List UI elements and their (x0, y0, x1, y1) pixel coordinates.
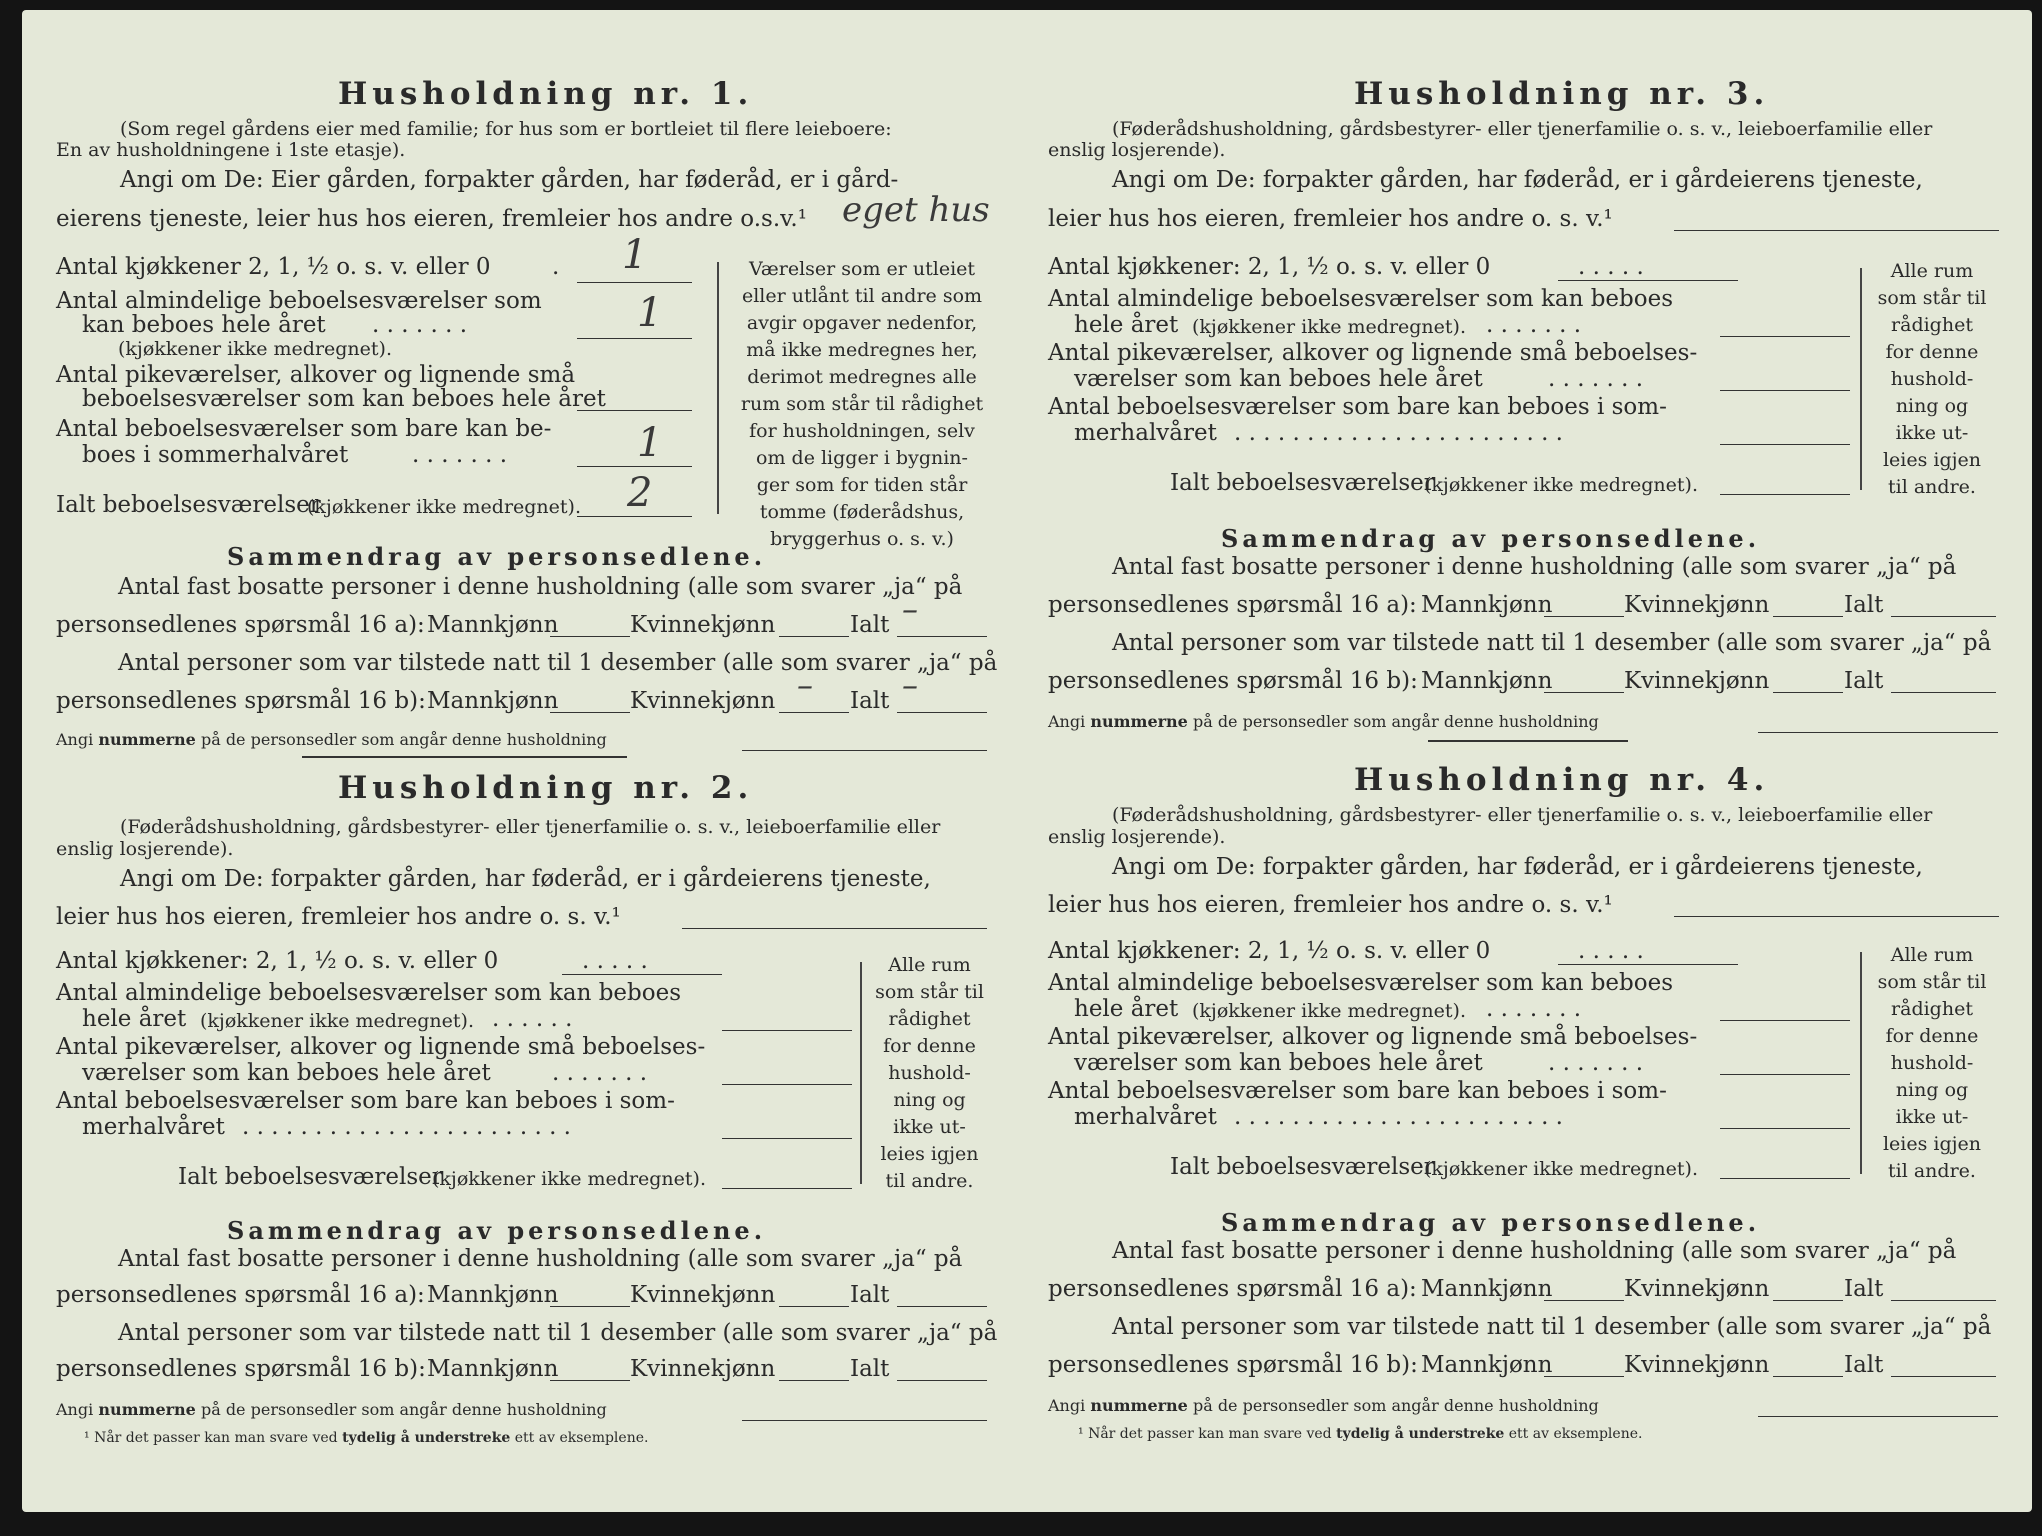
answer-line (897, 1380, 987, 1381)
footnote: ¹ Når det passer kan man svare ved tydelig å understreke ett av eksemplene. (1078, 1426, 1643, 1442)
total-label: Ialt (850, 688, 890, 714)
summer-rooms-label: Antal beboelsesværelser som bare kan beboes i som- (1048, 394, 1667, 420)
kitchens-label: Antal kjøkkener: 2, 1, ½ o. s. v. eller 0 (1048, 254, 1491, 280)
small-rooms-label: Antal pikeværelser, alkover og lignende små beboelses- (1048, 340, 1698, 366)
household-2-note: enslig losjerende). (56, 838, 234, 860)
answer-line (779, 712, 849, 713)
small-rooms-label: Antal pikeværelser, alkover og lignende små (56, 362, 576, 388)
dot-leader: . . . . . (1578, 938, 1644, 964)
person-numbers-line: Angi nummerne på de personsedler som angår denne husholdning (1048, 1396, 1599, 1415)
answer-line (550, 1380, 630, 1381)
answer-line (1674, 230, 1999, 231)
answer-line (550, 1306, 630, 1307)
dot-leader: . . . . . . . . . . . . . . . . . . . . . . . (1234, 420, 1563, 446)
answer-line (1558, 964, 1738, 965)
kitchens-label: Antal kjøkkener: 2, 1, ½ o. s. v. eller 0 (56, 948, 499, 974)
male-label: Mannkjønn (1421, 668, 1553, 694)
answer-line (1758, 732, 1998, 733)
summary-line: Antal fast bosatte personer i denne husholdning (alle som svarer „ja“ på (1112, 1238, 1957, 1264)
household-4-side-note: Alle rum som står til rådighet for denne hushold- ning og ikke ut- leies igjen til andre. (1877, 944, 1987, 1182)
answer-line (1720, 1128, 1850, 1129)
small-rooms-label: værelser som kan beboes hele året (82, 1060, 491, 1086)
answer-line (722, 1138, 852, 1139)
dot-leader: . . . . . . (492, 1006, 573, 1032)
summary-title: Sammendrag av personsedlene. (227, 1216, 767, 1245)
summary-line: personsedlenes spørsmål 16 b): (56, 1356, 426, 1382)
female-label: Kvinnekjønn (630, 612, 776, 638)
brace (860, 962, 872, 1184)
household-1-title: Husholdning nr. 1. (338, 76, 754, 112)
answer-line (1720, 390, 1850, 391)
answer-line (722, 1030, 852, 1031)
summary-line: personsedlenes spørsmål 16 a): (56, 1282, 425, 1308)
answer-line (897, 712, 987, 713)
total-label: Ialt (850, 1282, 890, 1308)
female-answer: – (797, 666, 813, 704)
answer-line (1544, 1376, 1624, 1377)
dot-leader: . . . . . . . (1548, 366, 1644, 392)
household-2-question: leier hus hos eieren, fremleier hos andre o. s. v.¹ (56, 904, 621, 930)
female-label: Kvinnekjønn (1624, 1276, 1770, 1302)
dot-leader: . . . . . . . . . . . . . . . . . . . . . . . (1234, 1104, 1563, 1130)
household-4-note: enslig losjerende). (1048, 826, 1226, 848)
section-divider (1428, 740, 1628, 742)
dot-leader: . . . . . . . (412, 442, 508, 468)
household-3-side-note: Alle rum som står til rådighet for denne hushold- ning og ikke ut- leies igjen til andre. (1877, 260, 1987, 498)
total-rooms-label: Ialt beboelsesværelser (1170, 470, 1435, 496)
answer-line (1891, 1300, 1996, 1301)
total-rooms-label: Ialt beboelsesværelser (1170, 1154, 1435, 1180)
total-rooms-label: Ialt beboelsesværelser (56, 492, 321, 518)
answer-line (1773, 1300, 1843, 1301)
answer-line (742, 1420, 987, 1421)
answer-line (722, 1084, 852, 1085)
person-numbers-line: Angi nummerne på de personsedler som angår denne husholdning (56, 730, 607, 749)
answer-line (1674, 916, 1999, 917)
male-label: Mannkjønn (427, 612, 559, 638)
brace (1860, 268, 1872, 490)
rooms-label: Antal almindelige beboelsesværelser som (56, 288, 542, 314)
female-label: Kvinnekjønn (630, 1282, 776, 1308)
kitchens-label: Antal kjøkkener 2, 1, ½ o. s. v. eller 0 (56, 254, 491, 280)
household-2-question: Angi om De: forpakter gården, har føderåd, er i gårdeierens tjeneste, (120, 866, 931, 892)
answer-line (1891, 692, 1996, 693)
answer-line (1720, 494, 1850, 495)
female-label: Kvinnekjønn (630, 688, 776, 714)
male-label: Mannkjønn (1421, 1276, 1553, 1302)
female-label: Kvinnekjønn (1624, 1352, 1770, 1378)
person-numbers-line: Angi nummerne på de personsedler som angår denne husholdning (1048, 712, 1599, 731)
dot-leader: . . . . . . . (1486, 996, 1582, 1022)
household-3-note: (Føderådshusholdning, gårdsbestyrer- eller tjenerfamilie o. s. v., leieboerfamilie eller (1112, 118, 1933, 140)
summary-line: Antal personer som var tilstede natt til 1 desember (alle som svarer „ja“ på (118, 1320, 998, 1346)
female-label: Kvinnekjønn (1624, 592, 1770, 618)
summer-rooms-label: merhalvåret (82, 1114, 225, 1140)
answer-line (1891, 616, 1996, 617)
total-label: Ialt (1844, 1352, 1884, 1378)
answer-line (1773, 616, 1843, 617)
rooms-label: hele året (1074, 996, 1179, 1022)
summary-line: Antal fast bosatte personer i denne husholdning (alle som svarer „ja“ på (1112, 554, 1957, 580)
total-rooms-note: (kjøkkener ikke medregnet). (1424, 474, 1698, 496)
household-3-question: Angi om De: forpakter gården, har føderåd, er i gårdeierens tjeneste, (1112, 167, 1923, 193)
total-rooms-label: Ialt beboelsesværelser (178, 1164, 443, 1190)
brace (1860, 952, 1872, 1174)
summary-title: Sammendrag av personsedlene. (1221, 1208, 1761, 1237)
left-column (22, 10, 998, 1512)
kitchens-answer: 1 (622, 232, 648, 278)
answer-line (1773, 1376, 1843, 1377)
answer-line (897, 1306, 987, 1307)
household-4-note: (Føderådshusholdning, gårdsbestyrer- eller tjenerfamilie o. s. v., leieboerfamilie eller (1112, 804, 1933, 826)
summary-line: Antal personer som var tilstede natt til 1 desember (alle som svarer „ja“ på (1112, 1314, 1992, 1340)
rooms-label: Antal almindelige beboelsesværelser som kan beboes (1048, 970, 1674, 996)
summary-line: personsedlenes spørsmål 16 b): (56, 688, 426, 714)
summer-rooms-label: Antal beboelsesværelser som bare kan beboes i som- (1048, 1078, 1667, 1104)
household-2-note: (Føderådshusholdning, gårdsbestyrer- eller tjenerfamilie o. s. v., leieboerfamilie eller (120, 816, 941, 838)
rooms-label: hele året (1074, 312, 1179, 338)
summary-title: Sammendrag av personsedlene. (227, 542, 767, 571)
household-1-question: eierens tjeneste, leier hus hos eieren, fremleier hos andre o.s.v.¹ (56, 206, 807, 232)
summary-line: personsedlenes spørsmål 16 b): (1048, 1352, 1418, 1378)
rooms-label: hele året (82, 1006, 187, 1032)
rooms-answer: 1 (637, 290, 663, 336)
answer-line (1558, 280, 1738, 281)
household-4-question: leier hus hos eieren, fremleier hos andre o. s. v.¹ (1048, 892, 1613, 918)
summary-line: personsedlenes spørsmål 16 a): (1048, 592, 1417, 618)
answer-line (682, 928, 987, 929)
answer-line (779, 1306, 849, 1307)
summary-line: personsedlenes spørsmål 16 b): (1048, 668, 1418, 694)
rooms-note: (kjøkkener ikke medregnet). (118, 338, 392, 360)
answer-line (1544, 1300, 1624, 1301)
small-rooms-label: Antal pikeværelser, alkover og lignende små beboelses- (1048, 1024, 1698, 1050)
answer-line (1891, 1376, 1996, 1377)
summary-line: personsedlenes spørsmål 16 a): (1048, 1276, 1417, 1302)
answer-line (550, 636, 630, 637)
household-4-title: Husholdning nr. 4. (1354, 762, 1770, 798)
footnote: ¹ Når det passer kan man svare ved tydelig å understreke ett av eksemplene. (84, 1430, 649, 1446)
household-2-title: Husholdning nr. 2. (338, 770, 754, 806)
brace (717, 262, 729, 514)
small-rooms-label: beboelsesværelser som kan beboes hele året (82, 386, 606, 412)
total-rooms-note: (kjøkkener ikke medregnet). (307, 496, 581, 518)
male-label: Mannkjønn (1421, 592, 1553, 618)
right-column (1038, 10, 2003, 1512)
answer-line (1720, 444, 1850, 445)
rooms-label: Antal almindelige beboelsesværelser som kan beboes (1048, 286, 1674, 312)
total-rooms-note: (kjøkkener ikke medregnet). (432, 1168, 706, 1190)
total-rooms-answer: 2 (627, 470, 653, 516)
answer-line (1720, 1020, 1850, 1021)
male-label: Mannkjønn (427, 1282, 559, 1308)
household-3-note: enslig losjerende). (1048, 139, 1226, 161)
total-label: Ialt (1844, 1276, 1884, 1302)
summary-line: Antal personer som var tilstede natt til 1 desember (alle som svarer „ja“ på (1112, 630, 1992, 656)
answer-line (1720, 336, 1850, 337)
summary-line: Antal fast bosatte personer i denne husholdning (alle som svarer „ja“ på (118, 1246, 963, 1272)
summary-line: Antal personer som var tilstede natt til 1 desember (alle som svarer „ja“ på (118, 650, 998, 676)
dot-leader: . . . . . . . (1548, 1050, 1644, 1076)
total-rooms-note: (kjøkkener ikke medregnet). (1424, 1158, 1698, 1180)
dot-leader: . . . . . . . (552, 1060, 648, 1086)
female-label: Kvinnekjønn (630, 1356, 776, 1382)
female-label: Kvinnekjønn (1624, 668, 1770, 694)
answer-line (550, 712, 630, 713)
answer-line (1544, 616, 1624, 617)
summary-line: personsedlenes spørsmål 16 a): (56, 612, 425, 638)
total-answer: – (902, 590, 918, 628)
dot-leader: . . . . . (1578, 254, 1644, 280)
answer-line (577, 466, 692, 467)
answer-line (577, 410, 692, 411)
rooms-note: (kjøkkener ikke medregnet). (200, 1010, 474, 1032)
answer-line (722, 1188, 852, 1189)
section-divider (302, 756, 627, 758)
household-3-question: leier hus hos eieren, fremleier hos andre o. s. v.¹ (1048, 206, 1613, 232)
rooms-note: (kjøkkener ikke medregnet). (1192, 316, 1466, 338)
household-1-handwritten-answer: eget hus (842, 190, 990, 230)
total-label: Ialt (850, 612, 890, 638)
household-4-question: Angi om De: forpakter gården, har føderåd, er i gårdeierens tjeneste, (1112, 854, 1923, 880)
answer-line (1773, 692, 1843, 693)
total-label: Ialt (1844, 668, 1884, 694)
household-1-note: (Som regel gårdens eier med familie; for hus som er bortleiet til flere leieboere: (120, 118, 892, 140)
kitchens-label: Antal kjøkkener: 2, 1, ½ o. s. v. eller 0 (1048, 938, 1491, 964)
summer-rooms-label: boes i sommerhalvåret (82, 442, 349, 468)
household-1-note: En av husholdningene i 1ste etasje). (56, 139, 406, 161)
small-rooms-label: værelser som kan beboes hele året (1074, 366, 1483, 392)
total-answer: – (902, 666, 918, 704)
answer-line (1758, 1416, 1998, 1417)
summary-title: Sammendrag av personsedlene. (1221, 524, 1761, 553)
dot-leader: . . . . . . . (1486, 312, 1582, 338)
household-3-title: Husholdning nr. 3. (1354, 76, 1770, 112)
male-label: Mannkjønn (427, 688, 559, 714)
rooms-note: (kjøkkener ikke medregnet). (1192, 1000, 1466, 1022)
answer-line (779, 636, 849, 637)
answer-line (1720, 1074, 1850, 1075)
person-numbers-line: Angi nummerne på de personsedler som angår denne husholdning (56, 1400, 607, 1419)
answer-line (577, 516, 692, 517)
total-label: Ialt (850, 1356, 890, 1382)
small-rooms-label: Antal pikeværelser, alkover og lignende små beboelses- (56, 1034, 706, 1060)
summer-rooms-answer: 1 (637, 420, 663, 466)
summary-line: Antal fast bosatte personer i denne husholdning (alle som svarer „ja“ på (118, 574, 963, 600)
answer-line (897, 636, 987, 637)
dot-leader: . . . . . . . . . . . . . . . . . . . . . . . (242, 1114, 571, 1140)
answer-line (1720, 1178, 1850, 1179)
answer-line (562, 974, 722, 975)
dot-leader: . . . . . (582, 948, 648, 974)
answer-line (742, 750, 987, 751)
answer-line (577, 338, 692, 339)
dot-leader: . . . . . . . (372, 312, 468, 338)
rooms-label: Antal almindelige beboelsesværelser som kan beboes (56, 980, 682, 1006)
summer-rooms-label: Antal beboelsesværelser som bare kan beboes i som- (56, 1088, 675, 1114)
summer-rooms-label: merhalvåret (1074, 420, 1217, 446)
household-2-side-note: Alle rum som står til rådighet for denne hushold- ning og ikke ut- leies igjen til andre. (875, 954, 984, 1192)
total-label: Ialt (1844, 592, 1884, 618)
summer-rooms-label: merhalvåret (1074, 1104, 1217, 1130)
summer-rooms-label: Antal beboelsesværelser som bare kan be- (56, 416, 552, 442)
household-1-question: Angi om De: Eier gården, forpakter gården, har føderåd, er i gård- (120, 167, 899, 193)
male-label: Mannkjønn (1421, 1352, 1553, 1378)
census-form-page (22, 10, 2032, 1512)
male-label: Mannkjønn (427, 1356, 559, 1382)
answer-line (779, 1380, 849, 1381)
small-rooms-label: værelser som kan beboes hele året (1074, 1050, 1483, 1076)
dot-leader: . (552, 254, 560, 280)
rooms-label: kan beboes hele året (82, 312, 326, 338)
answer-line (1544, 692, 1624, 693)
household-1-side-note: Værelser som er utleiet eller utlånt til andre som avgir opgaver nedenfor, må ikke medregnes her, derimot medregnes alle rum som står til rådighet for husholdningen, selv om de ligger i bygnin- ger som for tiden står tomme (føderådshus, bryggerhus o. s. v.) (740, 258, 984, 550)
answer-line (577, 282, 692, 283)
